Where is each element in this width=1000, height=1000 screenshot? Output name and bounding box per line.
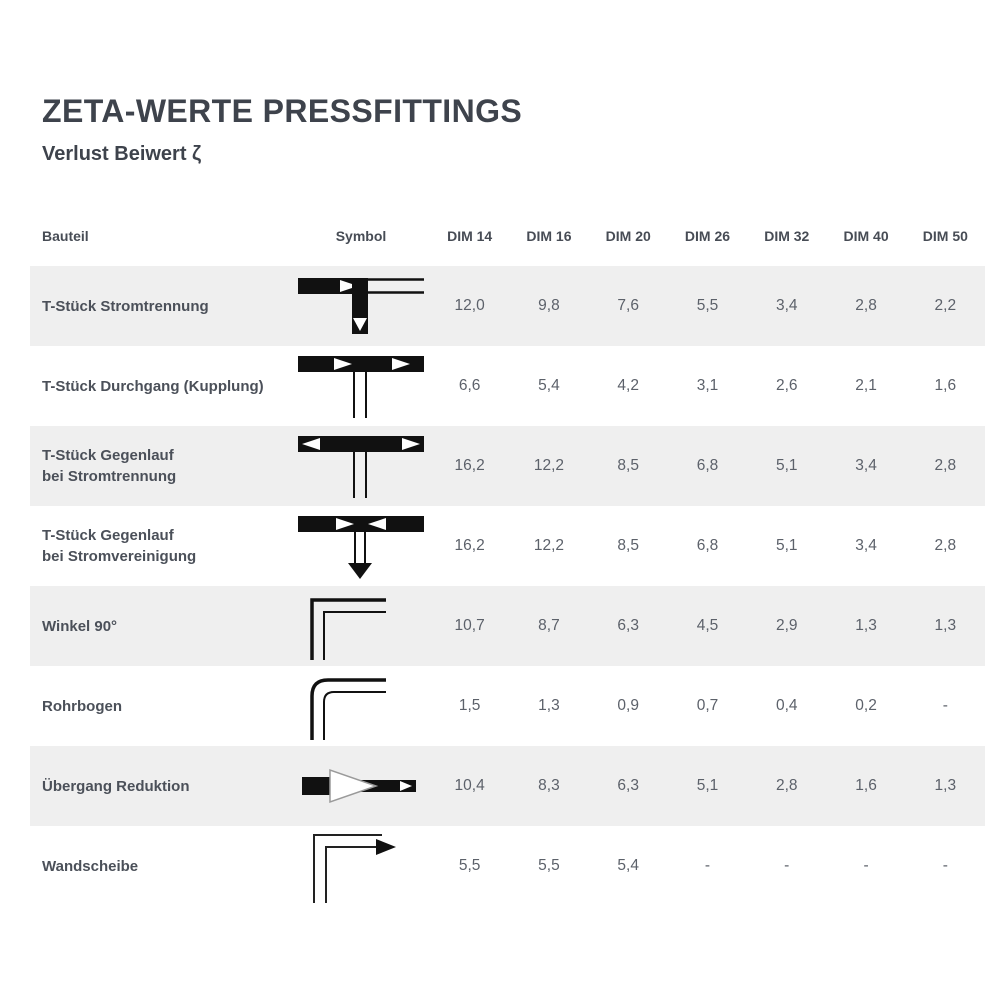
zeta-value: -	[704, 857, 711, 874]
zeta-value: 1,6	[855, 777, 877, 794]
zeta-value: 6,3	[617, 617, 639, 634]
zeta-value: 8,5	[617, 537, 639, 554]
column-header-dim-14: DIM 14	[447, 228, 493, 244]
zeta-value: 0,4	[775, 697, 798, 714]
zeta-value: 2,8	[934, 457, 957, 474]
column-header-dim-50: DIM 50	[922, 228, 968, 244]
zeta-value: 6,8	[696, 537, 719, 554]
column-header-symbol: Symbol	[335, 228, 387, 244]
t-gegenlauf-stromtrennung-icon	[292, 430, 430, 502]
column-header-dim-16: DIM 16	[526, 228, 572, 244]
zeta-value: 1,3	[855, 617, 877, 634]
zeta-value: -	[784, 857, 790, 874]
zeta-value: 5,5	[696, 297, 719, 314]
zeta-values-table	[30, 166, 985, 906]
zeta-value: 16,2	[454, 457, 485, 474]
zeta-value: 4,5	[696, 617, 719, 634]
zeta-value: 8,5	[617, 457, 639, 474]
table-body	[30, 266, 985, 906]
bauteil-label	[30, 696, 292, 717]
bauteil-label-line: T-Stück Gegenlauf	[42, 527, 174, 544]
zeta-value: 2,8	[934, 537, 957, 554]
zeta-value: 2,9	[775, 617, 798, 634]
bauteil-label-line: bei Stromvereinigung	[42, 548, 197, 565]
zeta-value: 2,6	[775, 377, 798, 394]
zeta-value: 0,2	[855, 697, 877, 714]
zeta-value: -	[863, 857, 869, 874]
zeta-value: 1,5	[458, 697, 481, 714]
column-header-bauteil: Bauteil	[42, 228, 89, 244]
winkel-90-icon	[292, 590, 430, 662]
zeta-value: 0,9	[617, 697, 639, 714]
bauteil-label-line: bei Stromtrennung	[42, 468, 177, 485]
zeta-value: 6,3	[617, 777, 639, 794]
wandscheibe-icon	[292, 827, 430, 905]
table-row	[30, 506, 985, 586]
zeta-value: 5,1	[696, 777, 719, 794]
zeta-value: 5,5	[538, 857, 560, 874]
zeta-value: 16,2	[454, 537, 485, 554]
zeta-value: 12,2	[533, 457, 564, 474]
bauteil-label	[30, 776, 292, 797]
zeta-value: 3,4	[775, 297, 798, 314]
zeta-value: 3,1	[696, 377, 719, 394]
bauteil-label	[30, 856, 292, 877]
zeta-value: 2,8	[855, 297, 877, 314]
t-gegenlauf-stromvereinigung-icon	[292, 510, 430, 582]
column-header-dim-20: DIM 20	[605, 228, 651, 244]
zeta-value: 9,8	[538, 297, 560, 314]
table-row	[30, 426, 985, 506]
zeta-value: 1,3	[934, 777, 957, 794]
table-row	[30, 666, 985, 746]
zeta-value: -	[942, 857, 948, 874]
bauteil-label	[30, 616, 292, 637]
zeta-value: 6,6	[458, 377, 481, 394]
zeta-value: 3,4	[855, 457, 877, 474]
zeta-value: 1,3	[934, 617, 957, 634]
zeta-value: 5,1	[775, 457, 798, 474]
zeta-value: 1,3	[538, 697, 560, 714]
bauteil-label	[30, 525, 292, 567]
column-header-dim-32: DIM 32	[764, 228, 810, 244]
zeta-value: 6,8	[696, 457, 719, 474]
uebergang-reduktion-icon	[292, 750, 430, 822]
table-row	[30, 586, 985, 666]
zeta-value: 10,4	[454, 777, 485, 794]
bauteil-label	[30, 296, 292, 317]
zeta-value: 12,2	[533, 537, 564, 554]
zeta-value: -	[942, 697, 948, 714]
zeta-value: 0,7	[696, 697, 719, 714]
bauteil-label-line: T-Stück Durchgang (Kupplung)	[42, 377, 264, 395]
table-row	[30, 346, 985, 426]
zeta-value: 4,2	[617, 377, 639, 394]
table-row	[30, 826, 985, 906]
zeta-value: 2,8	[775, 777, 798, 794]
zeta-value: 2,1	[855, 377, 877, 394]
zeta-value: 12,0	[454, 297, 485, 314]
zeta-value: 5,4	[538, 377, 560, 394]
bauteil-label-line: T-Stück Gegenlauf	[42, 447, 174, 464]
bauteil-label-line: Rohrbogen	[42, 697, 122, 715]
table-row	[30, 266, 985, 346]
bauteil-label-line: Wandscheibe	[42, 857, 139, 875]
t-stromtrennung-icon	[292, 270, 430, 342]
column-header-dim-26: DIM 26	[684, 228, 731, 244]
t-durchgang-icon	[292, 350, 430, 422]
bauteil-label-line: Übergang Reduktion	[42, 777, 190, 795]
zeta-value: 2,2	[934, 297, 957, 314]
bauteil-label	[30, 376, 292, 397]
zeta-value: 5,4	[617, 857, 639, 874]
rohrbogen-icon	[292, 670, 430, 742]
zeta-value: 8,7	[538, 617, 560, 634]
zeta-value: 5,1	[775, 537, 798, 554]
bauteil-label-line: T-Stück Stromtrennung	[42, 297, 209, 315]
page-subtitle: Verlust Beiwert ζ	[42, 143, 202, 165]
zeta-value: 7,6	[617, 297, 639, 314]
zeta-value: 1,6	[934, 377, 957, 394]
zeta-value: 10,7	[454, 617, 485, 634]
zeta-value: 8,3	[538, 777, 560, 794]
zeta-value: 3,4	[855, 537, 877, 554]
zeta-value: 5,5	[458, 857, 481, 874]
bauteil-label-line: Winkel 90°	[42, 617, 118, 635]
page-title: ZETA-WERTE PRESSFITTINGS	[42, 93, 523, 129]
column-header-dim-40: DIM 40	[843, 228, 889, 244]
table-row	[30, 746, 985, 826]
bauteil-label	[30, 445, 292, 487]
table-header-row	[30, 166, 985, 266]
